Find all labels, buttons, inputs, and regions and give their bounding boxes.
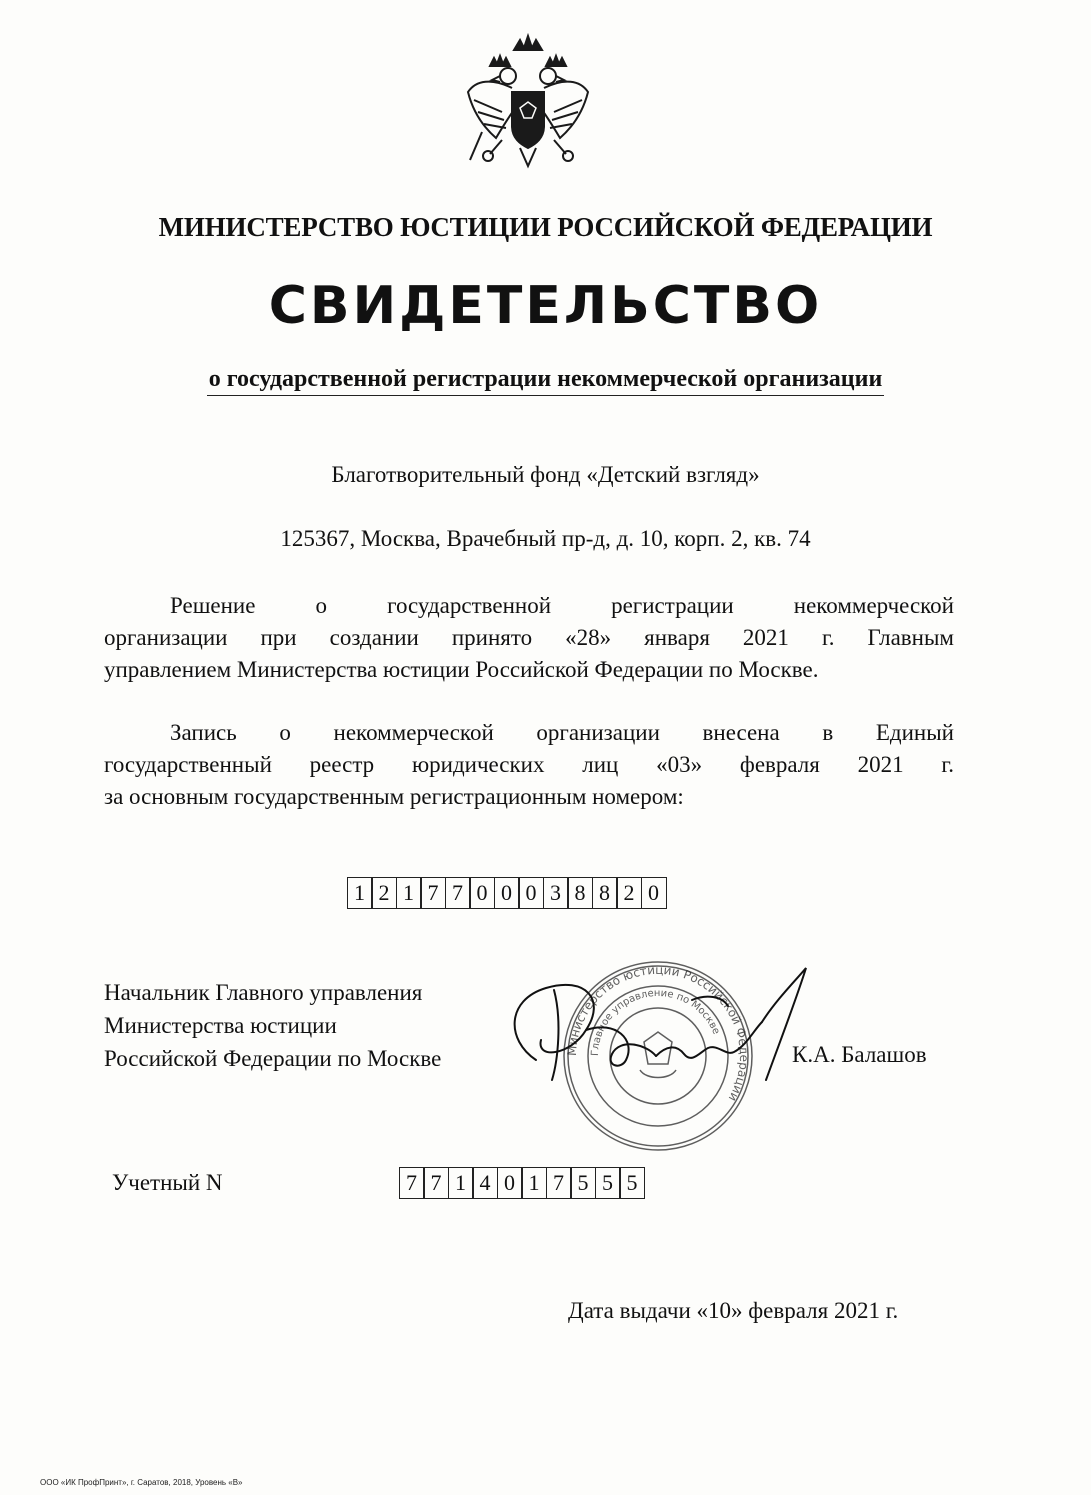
account-digit: 7 <box>399 1167 425 1199</box>
signer-position-line: Министерства юстиции <box>104 1013 337 1038</box>
account-digit: 5 <box>570 1167 596 1199</box>
account-number-label: Учетный N <box>112 1170 223 1195</box>
document-subtitle <box>0 366 1091 393</box>
record-line: Запись о некоммерческой организации внесена в Единый <box>170 720 954 745</box>
ogrn-digit: 0 <box>494 877 520 909</box>
document-subtitle-text: о государственной регистрации некоммерческой организации <box>207 366 885 396</box>
record-line: за основным государственным регистрационным номером: <box>104 784 684 809</box>
account-digit: 7 <box>546 1167 572 1199</box>
ogrn-digit: 0 <box>641 877 667 909</box>
decision-paragraph <box>104 590 954 686</box>
handwritten-signature-icon <box>496 960 826 1110</box>
ogrn-digit: 3 <box>543 877 569 909</box>
ministry-name: МИНИСТЕРСТВО ЮСТИЦИИ РОССИЙСКОЙ ФЕДЕРАЦИИ <box>158 212 933 242</box>
account-digit: 7 <box>423 1167 449 1199</box>
issue-date: Дата выдачи «10» февраля 2021 г. <box>568 1298 899 1323</box>
stamp-inner-text: Главное управление по Москве <box>589 987 722 1057</box>
signer-name: К.А. Балашов <box>792 1042 927 1067</box>
ogrn-digit: 1 <box>347 877 373 909</box>
record-line: государственный реестр юридических лиц «03» февраля 2021 г. <box>104 752 954 777</box>
account-digit: 1 <box>521 1167 547 1199</box>
account-digit: 4 <box>472 1167 498 1199</box>
printer-note: ООО «ИК ПрофПринт», г. Саратов, 2018, Уровень «В» <box>40 1478 243 1487</box>
ogrn-digit: 1 <box>396 877 422 909</box>
account-digit: 1 <box>448 1167 474 1199</box>
signer-position-line: Российской Федерации по Москве <box>104 1046 442 1071</box>
ogrn-digit: 8 <box>592 877 618 909</box>
russian-coat-of-arms-icon <box>462 28 594 176</box>
account-number <box>400 1167 645 1199</box>
stamp-outer-text: Министерство юстиции Российской Федерации <box>564 962 752 1104</box>
account-digit: 5 <box>595 1167 621 1199</box>
ogrn-digit: 0 <box>518 877 544 909</box>
record-paragraph <box>104 717 954 813</box>
decision-line: управлением Министерства юстиции Российской Федерации по Москве. <box>104 657 819 682</box>
account-digit: 0 <box>497 1167 523 1199</box>
ogrn-digit: 0 <box>469 877 495 909</box>
ogrn-digit: 7 <box>420 877 446 909</box>
document-title: СВИДЕТЕЛЬСТВО <box>268 276 823 336</box>
ogrn-digit: 2 <box>616 877 642 909</box>
organization-address: 125367, Москва, Врачебный пр-д, д. 10, корп. 2, кв. 74 <box>280 526 811 551</box>
organization-name: Благотворительный фонд «Детский взгляд» <box>331 462 760 487</box>
ogrn-digit: 8 <box>567 877 593 909</box>
signer-position <box>104 976 441 1075</box>
ogrn-digit: 2 <box>371 877 397 909</box>
decision-line: организации при создании принято «28» января 2021 г. Главным <box>104 625 954 650</box>
decision-line: Решение о государственной регистрации некоммерческой <box>170 593 954 618</box>
signer-position-line: Начальник Главного управления <box>104 980 423 1005</box>
account-digit: 5 <box>619 1167 645 1199</box>
ogrn-number <box>348 877 667 909</box>
ogrn-digit: 7 <box>445 877 471 909</box>
